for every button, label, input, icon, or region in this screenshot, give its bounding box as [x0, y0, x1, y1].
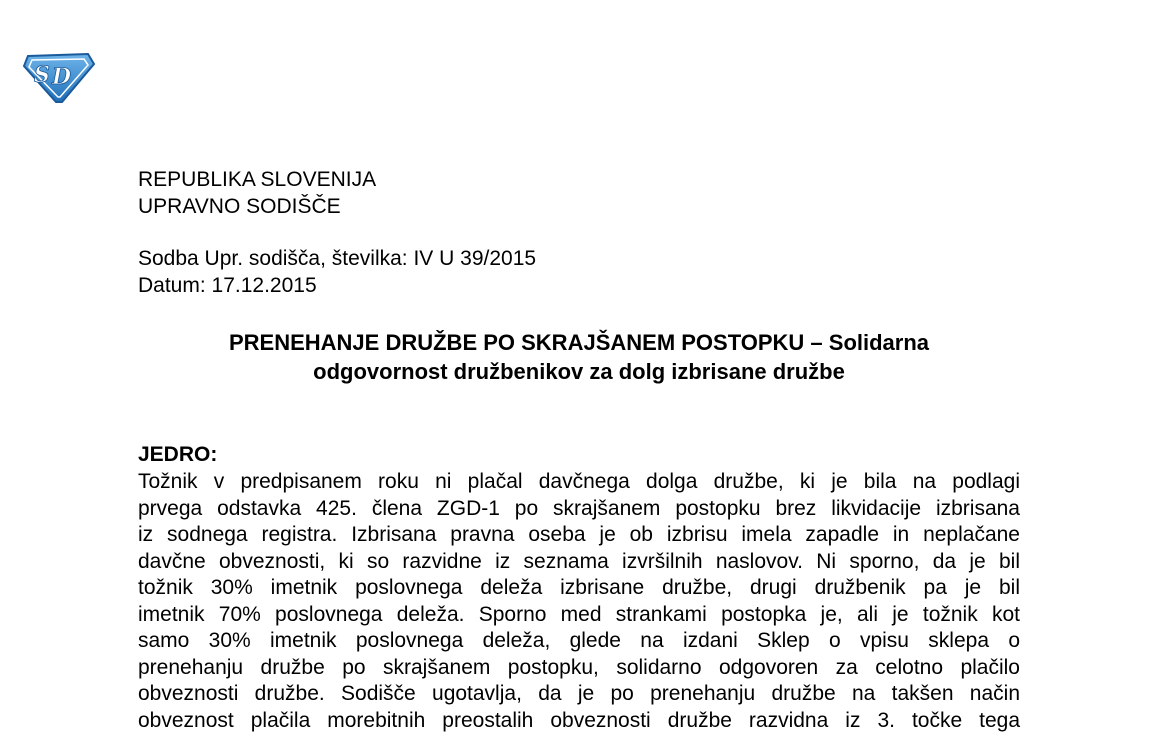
court-logo	[22, 50, 96, 104]
judgment-date: Datum: 17.12.2015	[138, 274, 317, 297]
jedro-heading: JEDRO:	[138, 443, 218, 466]
sd-shield-logo-icon	[22, 50, 96, 104]
jedro-paragraph	[138, 469, 1020, 734]
text-line: prvega odstavka 425. člena ZGD-1 po skrajšanem postopku brez likvidacije izbrisana	[138, 496, 1020, 520]
text-line: prenehanju družbe po skrajšanem postopku, solidarno odgovoren za celotno plačilo	[138, 655, 1020, 679]
text-line: iz sodnega registra. Izbrisana pravna oseba je ob izbrisu imela zapadle in neplačane	[138, 523, 1020, 546]
title-line-1: PRENEHANJE DRUŽBE PO SKRAJŠANEM POSTOPKU – Solidarna	[228, 330, 930, 355]
case-number: Sodba Upr. sodišča, številka: IV U 39/2015	[138, 247, 537, 270]
document-title	[138, 328, 1020, 386]
text-line: davčne obveznosti, ki so razvidne iz seznama izvršilnih naslovov. Ni sporno, da je bil	[138, 549, 1020, 573]
text-line: imetnik 70% poslovnega deleža. Sporno med strankami postopka je, ali je tožnik kot	[138, 602, 1020, 626]
case-reference	[138, 245, 536, 299]
country-name: REPUBLIKA SLOVENIJA	[138, 168, 377, 191]
text-line: Tožnik v predpisanem roku ni plačal davčnega dolga družbe, ki je bila na podlagi	[138, 470, 1020, 493]
header-block	[138, 166, 376, 220]
text-line: obveznosti družbe. Sodišče ugotavlja, da je po prenehanju družbe na takšen način	[138, 682, 1020, 705]
svg-text:D: D	[52, 64, 72, 90]
title-line-2: odgovornost družbenikov za dolg izbrisane družbe	[313, 359, 845, 384]
text-line: obveznost plačila morebitnih preostalih obveznosti družbe razvidna iz 3. točke tega	[138, 708, 1020, 732]
text-line: samo 30% imetnik poslovnega deleža, glede na izdani Sklep o vpisu sklepa o	[138, 629, 1020, 652]
svg-text:S: S	[34, 62, 50, 88]
text-line: tožnik 30% imetnik poslovnega deleža izbrisane družbe, drugi družbenik pa je bil	[138, 576, 1020, 599]
court-name: UPRAVNO SODIŠČE	[138, 195, 341, 218]
